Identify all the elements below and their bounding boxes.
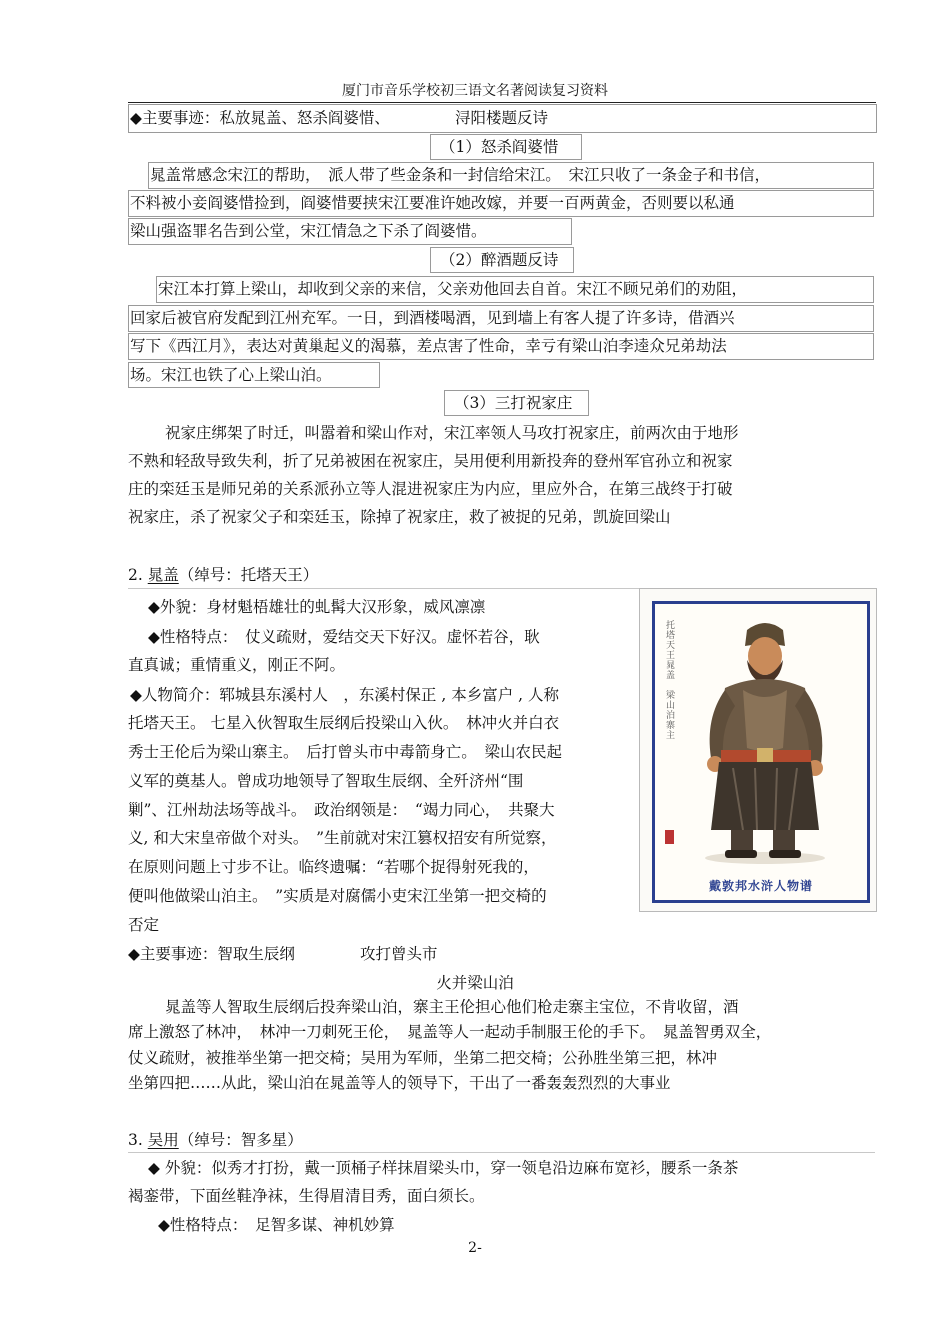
chao-intro-line-9: 否定 (128, 916, 160, 934)
s3-line-2: 不熟和轻敌导致失利，折了兄弟被困在祝家庄，吴用便利用新投奔的登州军官孙立和祝家 (128, 452, 733, 470)
chao-body-line-2: 席上激怒了林冲， 林冲一刀刺死王伦， 晁盖等人一起动手制服王伦的手下。 晁盖智勇双全， (128, 1023, 772, 1041)
s1-line-2: 不料被小妾阎婆惜捡到，阎婆惜要挟宋江要准许她改嫁，并要一百两黄金，否则要以私通 (130, 194, 735, 212)
warrior-figure-icon (655, 608, 861, 868)
wu-appearance-line-1: ◆ 外貌：似秀才打扮，戴一顶桶子样抹眉梁头巾，穿一领皂沿边麻布宽衫，腰系一条茶 (148, 1159, 739, 1177)
chao-intro-line-5: 剿”、江州劫法场等战斗。 政治纲领是： “竭力同心， 共聚大 (128, 801, 555, 819)
chao-body-line-3: 仗义疏财，被推举坐第一把交椅；吴用为军师，坐第二把交椅；公孙胜坐第三把，林冲 (128, 1049, 718, 1067)
wu-character: ◆性格特点： 足智多谋、神机妙算 (158, 1216, 395, 1234)
chao-heading (128, 565, 318, 585)
chao-portrait-frame (639, 588, 877, 912)
chao-events-label-2: 攻打曾头市 (360, 945, 438, 963)
chao-heading-name: 晁盖 (147, 566, 179, 584)
chao-intro-line-8: 便叫他做梁山泊主。 ”实质是对腐儒小吏宋江坐第一把交椅的 (128, 887, 547, 905)
chao-intro-line-7: 在原则问题上寸步不让。临终遗嘱：“若哪个捉得射死我的， (128, 858, 539, 876)
chao-intro-line-6: 义, 和大宋皇帝做个对头。 ”生前就对宋江篡权招安有所觉察， (128, 829, 557, 847)
chao-intro-line-4: 义军的奠基人。曾成功地领导了智取生辰纲、全歼济州“围 (128, 772, 524, 790)
section-1-title: （1）怒杀阎婆惜 (440, 138, 559, 156)
chao-character-line-1: ◆性格特点： 仗义疏财，爱结交天下好汉。虚怀若谷，耿 (148, 628, 540, 646)
wu-heading-name: 吴用 (147, 1131, 179, 1149)
s3-line-3: 庄的栾廷玉是师兄弟的关系派孙立等人混进祝家庄为内应，里应外合，在第三战终于打破 (128, 480, 733, 498)
page-number: 2- (468, 1240, 482, 1256)
chao-events-label: ◆主要事迹：智取生辰纲 (128, 945, 295, 963)
s3-line-1: 祝家庄绑架了时迁，叫嚣着和梁山作对，宋江率领人马攻打祝家庄，前两次由于地形 (165, 424, 739, 442)
s1-line-1: 晁盖常感念宋江的帮助， 派人带了些金条和一封信给宋江。 宋江只收了一条金子和书信， (150, 166, 771, 184)
portrait-calligraphy: 托塔天王晁盖 梁山泊寨主 (664, 620, 674, 740)
chao-intro-line-1: ◆人物简介：郓城县东溪村人 ，东溪村保正 , 本乡富户 , 人称 (130, 686, 559, 704)
section-3-title: （3）三打祝家庄 (454, 394, 573, 412)
wu-heading-nick: （绰号：智多星） (178, 1131, 303, 1149)
wu-heading (128, 1130, 303, 1150)
s2-line-3: 写下《西江月》，表达对黄巢起义的渴慕，差点害了性命，幸亏有梁山泊李逵众兄弟劫法 (130, 337, 727, 355)
s3-line-4: 祝家庄，杀了祝家父子和栾廷玉，除掉了祝家庄，救了被捉的兄弟，凯旋回梁山 (128, 508, 671, 526)
header-rule (128, 102, 876, 103)
wu-heading-rule (128, 1152, 875, 1153)
s2-line-2: 回家后被官府发配到江州充军。一日，到酒楼喝酒，见到墙上有客人提了许多诗，借酒兴 (130, 309, 735, 327)
section-2-title: （2）醉酒题反诗 (440, 251, 559, 269)
chao-body-line-1: 晁盖等人智取生辰纲后投奔梁山泊，寨主王伦担心他们枪走寨主宝位，不肯收留，酒 (165, 998, 739, 1016)
wu-heading-num: 3. (128, 1131, 148, 1149)
portrait-caption: 戴敦邦水浒人物谱 (708, 879, 813, 893)
chao-appearance: ◆外貌：身材魁梧雄壮的虬髯大汉形象，威风凛凛 (148, 598, 486, 616)
page-header-title: 厦门市音乐学校初三语文名著阅读复习资料 (342, 83, 608, 99)
chao-portrait (652, 601, 870, 903)
wu-appearance-line-2: 褐銮带，下面丝鞋净袜，生得眉清目秀，面白须长。 (128, 1187, 485, 1205)
chao-intro-line-2: 托塔天王。 七星入伙智取生辰纲后投梁山入伙。 林冲火并白衣 (128, 714, 560, 732)
main-events-label-2: 浔阳楼题反诗 (455, 109, 549, 127)
chao-subsection-title: 火并梁山泊 (436, 974, 514, 992)
main-events-label: ◆主要事迹：私放晁盖、怒杀阎婆惜、 (130, 109, 390, 127)
chao-body-line-4: 坐第四把……从此，梁山泊在晁盖等人的领导下，干出了一番轰轰烈烈的大事业 (128, 1074, 671, 1092)
chao-character-line-2: 直真诚；重情重义，刚正不阿。 (128, 656, 346, 674)
s2-line-1: 宋江本打算上梁山，却收到父亲的来信，父亲劝他回去自首。宋江不顾兄弟们的劝阻， (158, 280, 748, 298)
chao-heading-num: 2. (128, 566, 148, 584)
s2-line-4: 场。宋江也铁了心上梁山泊。 (130, 366, 332, 384)
chao-intro-line-3: 秀士王伦后为梁山寨主。 后打曾头市中毒箭身亡。 梁山农民起 (128, 743, 563, 761)
chao-heading-nick: （绰号：托塔天王） (178, 566, 319, 584)
s1-line-3: 梁山强盗罪名告到公堂，宋江情急之下杀了阎婆惜。 (130, 222, 487, 240)
